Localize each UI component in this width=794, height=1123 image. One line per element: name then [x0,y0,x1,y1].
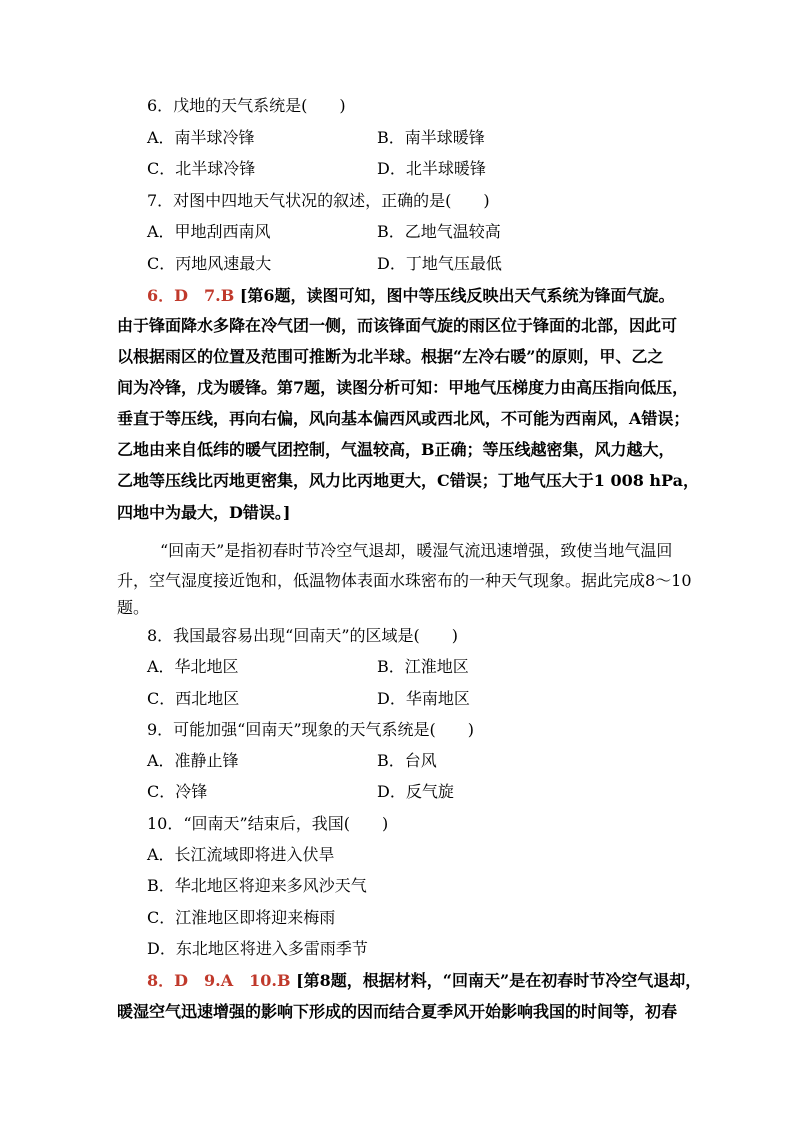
question-9-option-b: B．台风 [377,751,437,770]
question-6-option-c: C．北半球冷锋 [147,159,256,178]
question-9-option-d: D．反气旋 [377,782,454,801]
question-8-option-b: B．江淮地区 [377,657,469,676]
question-6-option-a: A．南半球冷锋 [147,128,255,147]
answer-8-10-key: 8．D 9.A 10.B [147,971,291,990]
question-8-option-c: C．西北地区 [147,689,240,708]
question-8-option-a: A．华北地区 [147,657,239,676]
question-6-stem: 6．戊地的天气系统是( ) [147,96,346,115]
answer-6-7-line-1: [第6题，读图可知，图中等压线反映出天气系统为锋面气旋。 [239,286,675,305]
answer-8-10-line-2: 暖湿空气迅速增强的影响下形成的因而结合夏季风开始影响我国的时间等，初春 [117,1002,678,1021]
answer-6-7-key: 6．D 7.B [147,286,235,305]
answer-6-7-first-line [147,286,707,306]
question-10-option-b: B．华北地区将迎来多风沙天气 [147,876,367,895]
question-6-option-b: B．南半球暖锋 [377,128,485,147]
answer-6-7-line-6: 乙地由来自低纬的暖气团控制，气温较高，B正确；等压线越密集，风力越大， [117,440,675,459]
question-10-option-a: A．长江流域即将进入伏旱 [147,845,335,864]
intro-line-1: “回南天”是指初春时节冷空气退却，暖湿气流迅速增强，致使当地气温回 [160,541,673,560]
question-7-option-b: B．乙地气温较高 [377,222,501,241]
answer-8-10-line-1: [第8题，根据材料，“回南天”是在初春时节冷空气退却， [296,971,702,990]
question-9-option-a: A．准静止锋 [147,751,239,770]
question-9-option-c: C．冷锋 [147,782,208,801]
question-6-option-d: D．北半球暖锋 [377,159,486,178]
intro-line-2: 升，空气湿度接近饱和，低温物体表面水珠密布的一种天气现象。据此完成8～10 [117,571,692,590]
answer-6-7-line-8: 四地中为最大，D错误。] [117,503,291,522]
question-7-option-d: D．丁地气压最低 [377,254,502,273]
answer-6-7-line-3: 以根据雨区的位置及范围可推断为北半球。根据“左冷右暖”的原则，甲、乙之 [117,347,664,366]
question-9-stem: 9．可能加强“回南天”现象的天气系统是( ) [147,720,475,739]
question-8-stem: 8．我国最容易出现“回南天”的区域是( ) [147,626,459,645]
answer-6-7-line-5: 垂直于等压线，再向右偏，风向基本偏西风或西北风，不可能为西南风，A错误； [117,409,690,428]
answer-6-7-line-2: 由于锋面降水多降在冷气团一侧，而该锋面气旋的雨区位于锋面的北部，因此可 [117,316,678,335]
question-7-option-a: A．甲地刮西南风 [147,222,271,241]
question-10-stem: 10．“回南天”结束后，我国( ) [147,814,389,833]
question-10-option-d: D．东北地区将进入多雷雨季节 [147,939,368,958]
answer-6-7-line-7: 乙地等压线比丙地更密集，风力比丙地更大，C错误；丁地气压大于1 008 hPa， [117,471,700,490]
question-10-option-c: C．江淮地区即将迎来梅雨 [147,908,336,927]
answer-6-7-line-4: 间为冷锋，戊为暖锋。第7题，读图分析可知：甲地气压梯度力由高压指向低压， [117,378,689,397]
question-7-option-c: C．丙地风速最大 [147,254,272,273]
question-8-option-d: D．华南地区 [377,689,470,708]
answer-8-10-first-line [147,971,707,991]
intro-line-3: 题。 [117,598,150,617]
question-7-stem: 7．对图中四地天气状况的叙述，正确的是( ) [147,191,490,210]
